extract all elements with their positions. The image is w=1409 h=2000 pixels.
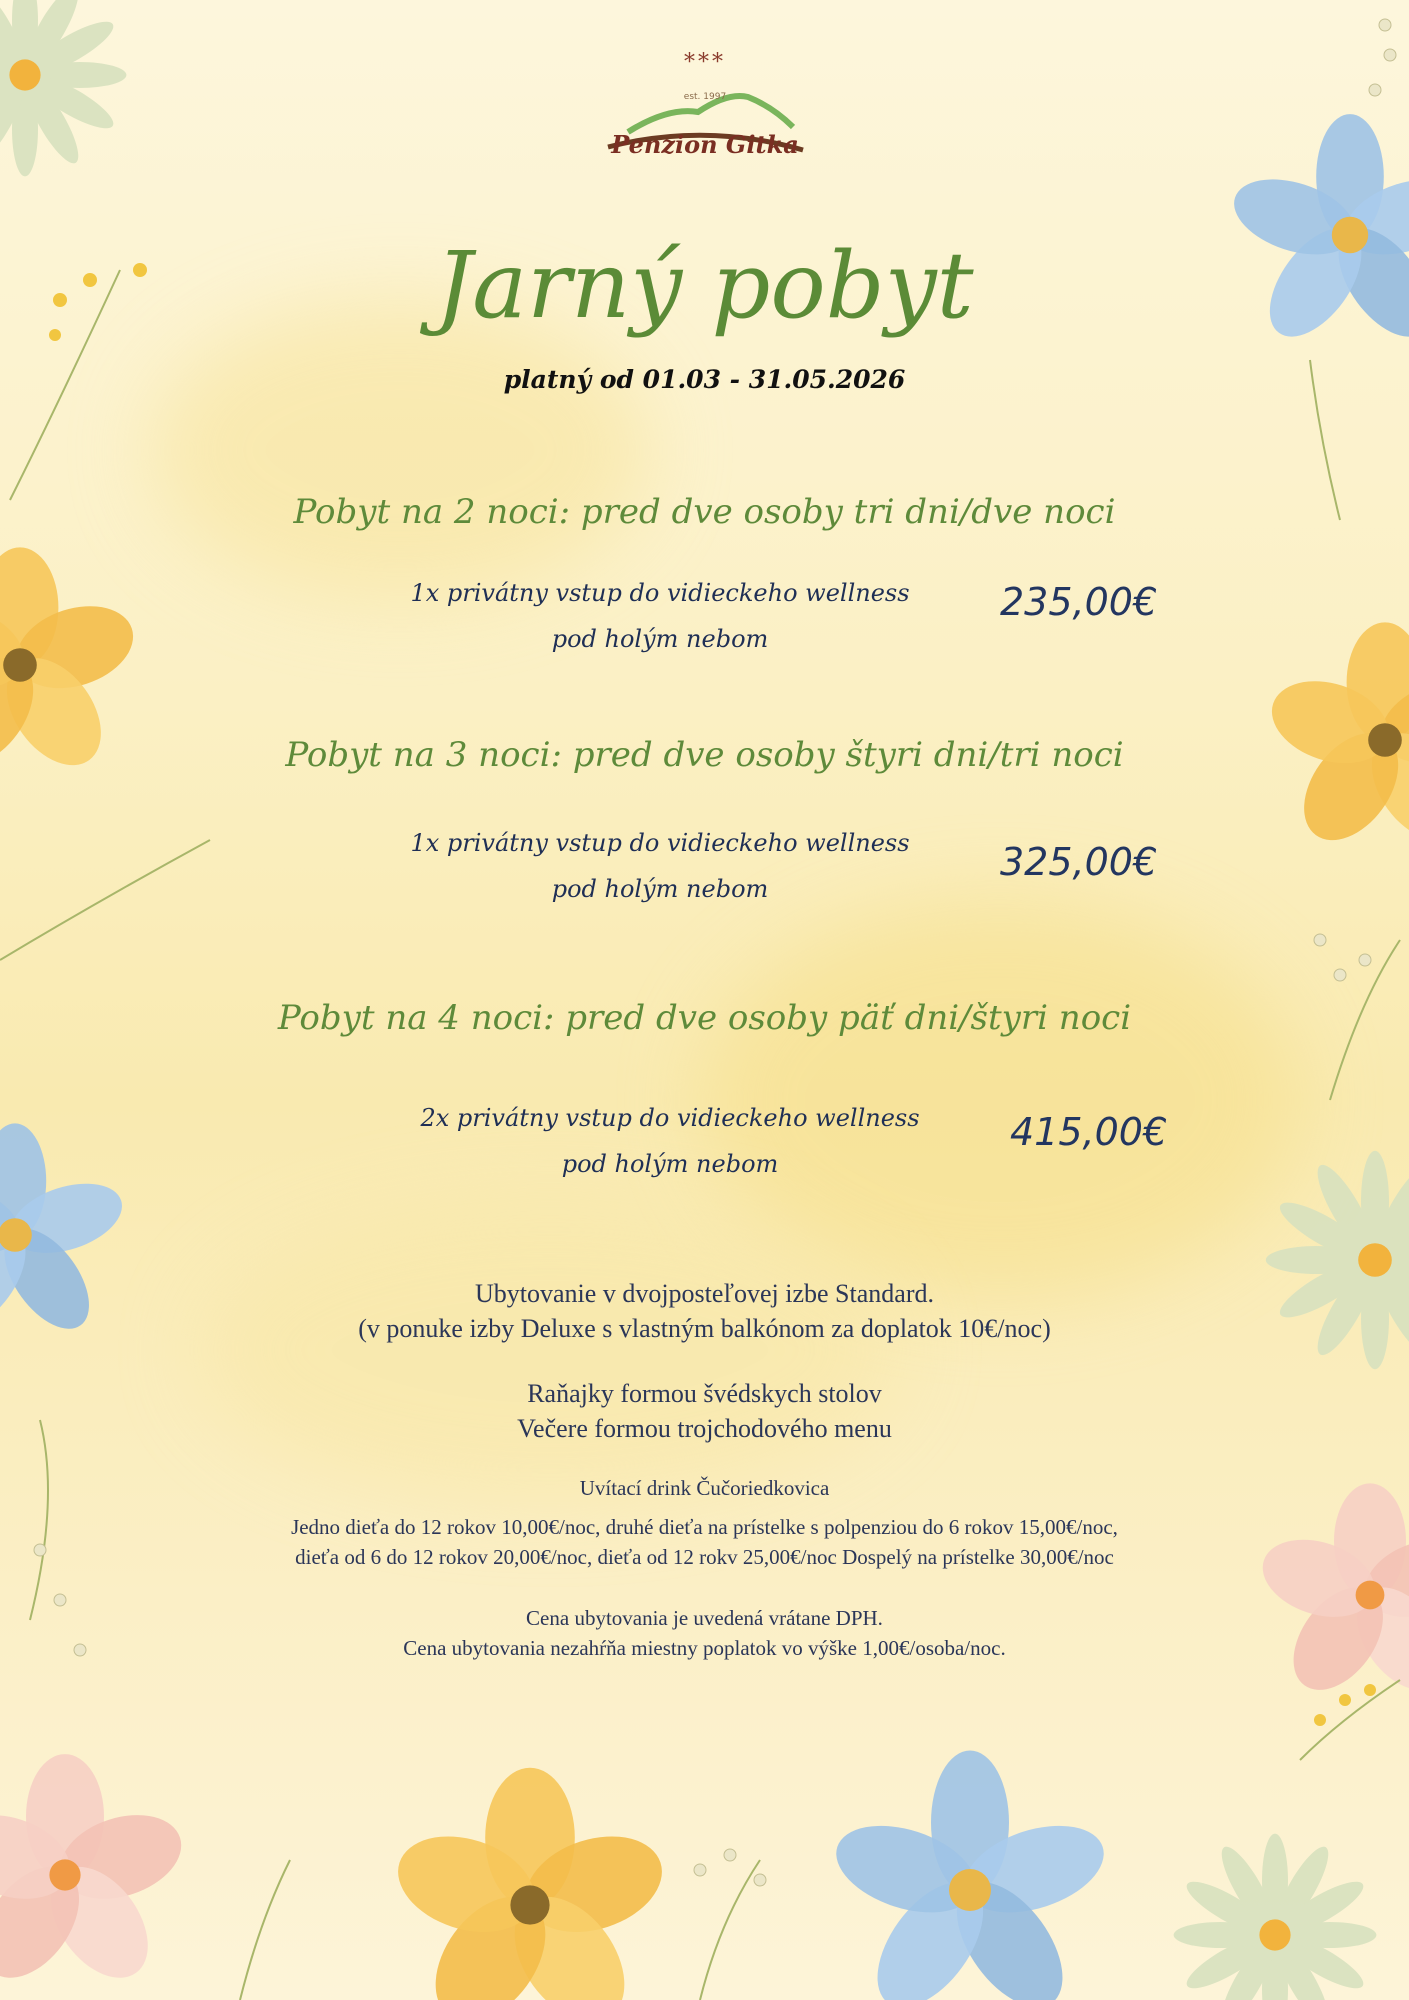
tax-info <box>0 1603 1409 1663</box>
package-description <box>380 820 940 912</box>
package-desc-line: 1x privátny vstup do vidieckeho wellness <box>410 579 910 607</box>
package-heading: Pobyt na 2 noci: pred dve osoby tri dni/dve noci <box>293 492 1116 532</box>
vat-note: Cena ubytovania je uvedená vrátane DPH. <box>526 1606 883 1630</box>
welcome-drink: Uvítací drink Čučoriedkovica <box>579 1476 830 1500</box>
package-desc-line: 2x privátny vstup do vidieckeho wellness <box>420 1104 920 1132</box>
package-desc-line: pod holým nebom <box>561 1150 779 1178</box>
meal-info <box>0 1376 1409 1446</box>
package-description <box>390 1095 950 1187</box>
children-pricing <box>0 1512 1409 1572</box>
room-info <box>0 1276 1409 1346</box>
page-title: Jarný pobyt <box>435 232 974 339</box>
package-heading: Pobyt na 3 noci: pred dve osoby štyri dni/tri noci <box>285 735 1124 775</box>
package-price: 235,00€ <box>1000 580 1158 624</box>
package-desc-line: pod holým nebom <box>551 625 769 653</box>
breakfast-info: Raňajky formou švédskych stolov <box>527 1379 882 1408</box>
local-tax-note: Cena ubytovania nezahŕňa miestny poplatok vo výške 1,00€/osoba/noc. <box>403 1636 1006 1660</box>
package-price: 415,00€ <box>1010 1110 1168 1154</box>
logo <box>598 50 812 170</box>
package-desc-line: 1x privátny vstup do vidieckeho wellness <box>410 829 910 857</box>
package-description <box>380 570 940 662</box>
room-info-line: (v ponuke izby Deluxe s vlastným balkónom za doplatok 10€/noc) <box>358 1314 1051 1343</box>
package-heading: Pobyt na 4 noci: pred dve osoby päť dni/štyri noci <box>277 998 1132 1038</box>
children-pricing-line: Jedno dieťa do 12 rokov 10,00€/noc, druhé dieťa na prístelke s polpenziou do 6 rokov 15,00€/noc, <box>291 1515 1118 1539</box>
logo-name: Penzion Gitka <box>611 130 799 159</box>
dinner-info: Večere formou trojchodového menu <box>517 1414 892 1443</box>
logo-stars: *** <box>684 50 726 75</box>
room-info-line: Ubytovanie v dvojposteľovej izbe Standard. <box>475 1279 934 1308</box>
children-pricing-line: dieťa od 6 do 12 rokov 20,00€/noc, dieťa od 12 rokv 25,00€/noc Dospelý na prístelke 30,00€/noc <box>295 1545 1114 1569</box>
package-desc-line: pod holým nebom <box>551 875 769 903</box>
validity-dates: platný od 01.03 - 31.05.2026 <box>503 365 906 394</box>
logo-est: est. 1997 <box>683 92 727 102</box>
package-price: 325,00€ <box>1000 840 1158 884</box>
